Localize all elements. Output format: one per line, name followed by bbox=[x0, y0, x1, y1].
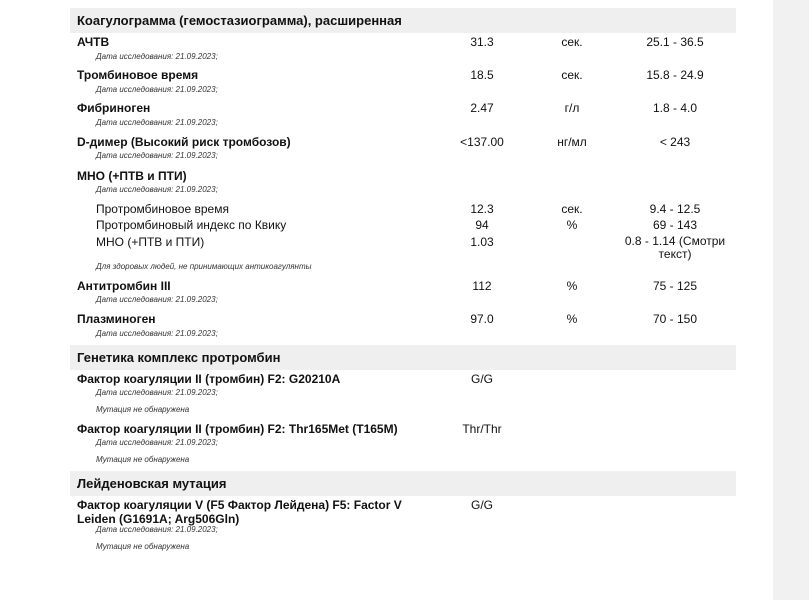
subtest-unit-pt: сек. bbox=[561, 202, 583, 216]
test-unit-achtv: сек. bbox=[561, 35, 583, 49]
test-value-plasminogen: 97.0 bbox=[470, 312, 494, 326]
subtest-value-inr: 1.03 bbox=[470, 235, 494, 249]
test-unit-d-dimer: нг/мл bbox=[557, 135, 587, 149]
test-date: Дата исследования: 21.09.2023; bbox=[96, 151, 218, 160]
gen-value-f2-g20210a: G/G bbox=[470, 372, 493, 386]
subtest-ref-pt: 9.4 - 12.5 bbox=[649, 202, 701, 216]
leiden-name-f5: Фактор коагуляции V (F5 Фактор Лейдена) F5: Factor V Leiden (G1691A; Arg506Gln) bbox=[77, 498, 402, 526]
test-name-d-dimer: D-димер (Высокий риск тромбозов) bbox=[77, 135, 291, 149]
section-header-leiden: Лейденовская мутация bbox=[70, 471, 736, 496]
test-name-achtv: АЧТВ bbox=[77, 35, 110, 49]
test-ref-achtv: 25.1 - 36.5 bbox=[646, 35, 704, 49]
test-value-fibrinogen: 2.47 bbox=[470, 101, 494, 115]
test-ref-antithrombin: 75 - 125 bbox=[652, 279, 698, 293]
test-name-fibrinogen: Фибриноген bbox=[77, 101, 151, 115]
test-date: Дата исследования: 21.09.2023; bbox=[96, 388, 218, 397]
subtest-value-quick: 94 bbox=[475, 218, 489, 232]
scrollbar-area bbox=[773, 0, 809, 600]
test-name-plasminogen: Плазминоген bbox=[77, 312, 156, 326]
leiden-value-f5: G/G bbox=[470, 498, 493, 512]
gen-note-f2-thr165met: Мутация не обнаружена bbox=[96, 455, 190, 464]
gen-note-f2-g20210a: Мутация не обнаружена bbox=[96, 405, 190, 414]
test-date: Дата исследования: 21.09.2023; bbox=[96, 525, 218, 534]
test-ref-thrombin-time: 15.8 - 24.9 bbox=[646, 68, 704, 82]
test-ref-d-dimer: < 243 bbox=[659, 135, 691, 149]
test-date: Дата исследования: 21.09.2023; bbox=[96, 85, 218, 94]
test-date: Дата исследования: 21.09.2023; bbox=[96, 438, 218, 447]
leiden-note-f5: Мутация не обнаружена bbox=[96, 542, 190, 551]
test-name-mno: МНО (+ПТВ и ПТИ) bbox=[77, 169, 187, 183]
test-name-thrombin-time: Тромбиновое время bbox=[77, 68, 199, 82]
gen-value-f2-thr165met: Thr/Thr bbox=[462, 422, 502, 436]
test-ref-fibrinogen: 1.8 - 4.0 bbox=[652, 101, 698, 115]
subtest-value-pt: 12.3 bbox=[470, 202, 494, 216]
subtest-ref-inr: 0.8 - 1.14 (Смотри текст) bbox=[624, 234, 726, 261]
subtest-name-inr: МНО (+ПТВ и ПТИ) bbox=[96, 235, 205, 249]
test-name-antithrombin: Антитромбин III bbox=[77, 279, 171, 293]
section-header-coagulogram: Коагулограмма (гемостазиограмма), расширенная bbox=[70, 8, 736, 33]
subtest-name-quick: Протромбиновый индекс по Квику bbox=[96, 218, 287, 232]
test-value-achtv: 31.3 bbox=[470, 35, 494, 49]
section-header-genetics: Генетика комплекс протромбин bbox=[70, 345, 736, 370]
test-date: Дата исследования: 21.09.2023; bbox=[96, 118, 218, 127]
test-date: Дата исследования: 21.09.2023; bbox=[96, 185, 218, 194]
test-unit-thrombin-time: сек. bbox=[561, 68, 583, 82]
test-date: Дата исследования: 21.09.2023; bbox=[96, 52, 218, 61]
subtest-ref-quick: 69 - 143 bbox=[652, 218, 698, 232]
test-value-d-dimer: <137.00 bbox=[460, 135, 504, 149]
mno-note: Для здоровых людей, не принимающих антикоагулянты bbox=[96, 262, 312, 271]
subtest-name-pt: Протромбиновое время bbox=[96, 202, 229, 216]
test-unit-fibrinogen: г/л bbox=[564, 101, 580, 115]
gen-name-f2-thr165met: Фактор коагуляции II (тромбин) F2: Thr165Met (T165M) bbox=[77, 422, 398, 436]
test-value-antithrombin: 112 bbox=[472, 279, 492, 293]
test-ref-plasminogen: 70 - 150 bbox=[652, 312, 698, 326]
test-unit-antithrombin: % bbox=[566, 279, 578, 293]
subtest-unit-quick: % bbox=[566, 218, 578, 232]
lab-report bbox=[70, 0, 736, 600]
test-date: Дата исследования: 21.09.2023; bbox=[96, 295, 218, 304]
test-unit-plasminogen: % bbox=[566, 312, 578, 326]
test-date: Дата исследования: 21.09.2023; bbox=[96, 329, 218, 338]
gen-name-f2-g20210a: Фактор коагуляции II (тромбин) F2: G20210A bbox=[77, 372, 341, 386]
test-value-thrombin-time: 18.5 bbox=[470, 68, 494, 82]
